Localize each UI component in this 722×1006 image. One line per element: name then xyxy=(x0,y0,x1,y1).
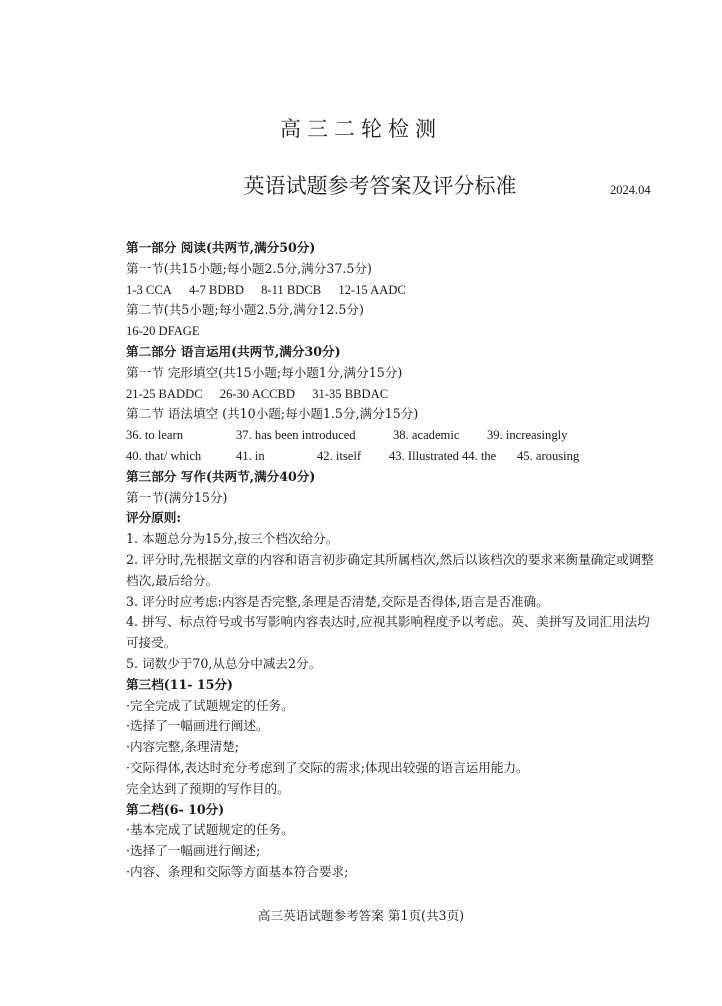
grade3-item: ·内容完整,条理清楚; xyxy=(126,739,239,755)
part1-heading: 第一部分 阅读(共两节,满分50分) xyxy=(126,240,316,255)
grade3-item: ·选择了一幅画进行阐述。 xyxy=(126,718,269,734)
content xyxy=(126,238,661,883)
answer-group: 31-35 BBDAC xyxy=(312,386,389,401)
grammar-answer: 38. academic xyxy=(393,428,460,443)
page-subtitle: 英语试题参考答案及评分标准 xyxy=(243,174,517,198)
date-label: 2024.04 xyxy=(610,183,651,197)
principle-item: 1. 本题总分为15分,按三个档次给分。 xyxy=(126,531,339,547)
page-title: 高三二轮检测 xyxy=(280,117,442,141)
answer-group: 4-7 BDBD xyxy=(189,282,244,297)
part1-sec2: 第二节(共5小题;每小题2.5分,满分12.5分) xyxy=(126,302,364,318)
part1-sec2-answers: 16-20 DFAGE xyxy=(126,324,200,339)
page-footer: 高三英语试题参考答案 第1页(共3页) xyxy=(257,908,465,923)
part1-sec1-answers xyxy=(126,280,661,301)
answer-group: 26-30 ACCBD xyxy=(219,386,296,401)
grammar-answer: 36. to learn xyxy=(126,428,184,443)
grammar-answer: 39. increasingly xyxy=(487,428,568,443)
grade2-heading: 第二档(6- 10分) xyxy=(126,801,225,817)
grammar-answer: 44. the xyxy=(462,448,497,463)
part2-sec1: 第一节 完形填空(共15小题;每小题1分,满分15分) xyxy=(126,364,403,380)
grade3-heading: 第三档(11- 15分) xyxy=(126,676,233,692)
grammar-answers-row-1 xyxy=(126,425,661,446)
grammar-answer: 42. itself xyxy=(317,448,362,463)
grammar-answer: 43. Illustrated xyxy=(389,448,459,463)
part1-sec1: 第一节(共15小题;每小题2.5分,满分37.5分) xyxy=(126,260,372,276)
answer-group: 1-3 CCA xyxy=(126,282,172,297)
part3-heading: 第三部分 写作(共两节,满分40分) xyxy=(126,468,316,484)
grammar-answer: 40. that/ which xyxy=(126,448,202,463)
answer-group: 21-25 BADDC xyxy=(126,386,203,401)
principles-heading: 评分原则: xyxy=(126,510,182,526)
answer-group: 12-15 AADC xyxy=(338,282,406,297)
grade2-item: ·选择了一幅画进行阐述; xyxy=(126,843,261,859)
grade3-item: 完全达到了预期的写作目的。 xyxy=(126,780,290,796)
principle-item: 3. 评分时应考虑:内容是否完整,条理是否清楚,交际是否得体,语言是否准确。 xyxy=(126,593,549,609)
grade3-item: ·完全完成了试题规定的任务。 xyxy=(126,697,294,713)
grammar-answer: 37. has been introduced xyxy=(236,428,356,443)
grammar-answers-row-2 xyxy=(126,446,661,467)
grammar-answer: 41. in xyxy=(236,448,265,463)
principle-item: 2. 评分时,先根据文章的内容和语言初步确定其所属档次,然后以该档次的要求来衡量确定或调整档次,最后给分。 xyxy=(126,551,654,588)
grade3-item: ·交际得体,表达时充分考虑到了交际的需求;体现出较强的语言运用能力。 xyxy=(126,759,529,775)
principle-item: 5. 词数少于70,从总分中减去2分。 xyxy=(126,655,322,671)
part2-sec2: 第二节 语法填空 (共10小题;每小题1.5分,满分15分) xyxy=(126,406,419,422)
grade2-item: ·内容、条理和交际等方面基本符合要求; xyxy=(126,863,349,879)
grammar-answer: 45. arousing xyxy=(517,448,580,463)
part3-sec1: 第一节(满分15分) xyxy=(126,489,228,505)
answer-group: 8-11 BDCB xyxy=(261,282,322,297)
principle-item: 4. 拼写、标点符号或书写影响内容表达时,应视其影响程度予以考虑。英、美拼写及词汇用法均可接受。 xyxy=(126,614,650,651)
grade2-item: ·基本完成了试题规定的任务。 xyxy=(126,822,294,838)
part2-sec1-answers xyxy=(126,384,661,405)
part2-heading: 第二部分 语言运用(共两节,满分30分) xyxy=(126,343,341,359)
